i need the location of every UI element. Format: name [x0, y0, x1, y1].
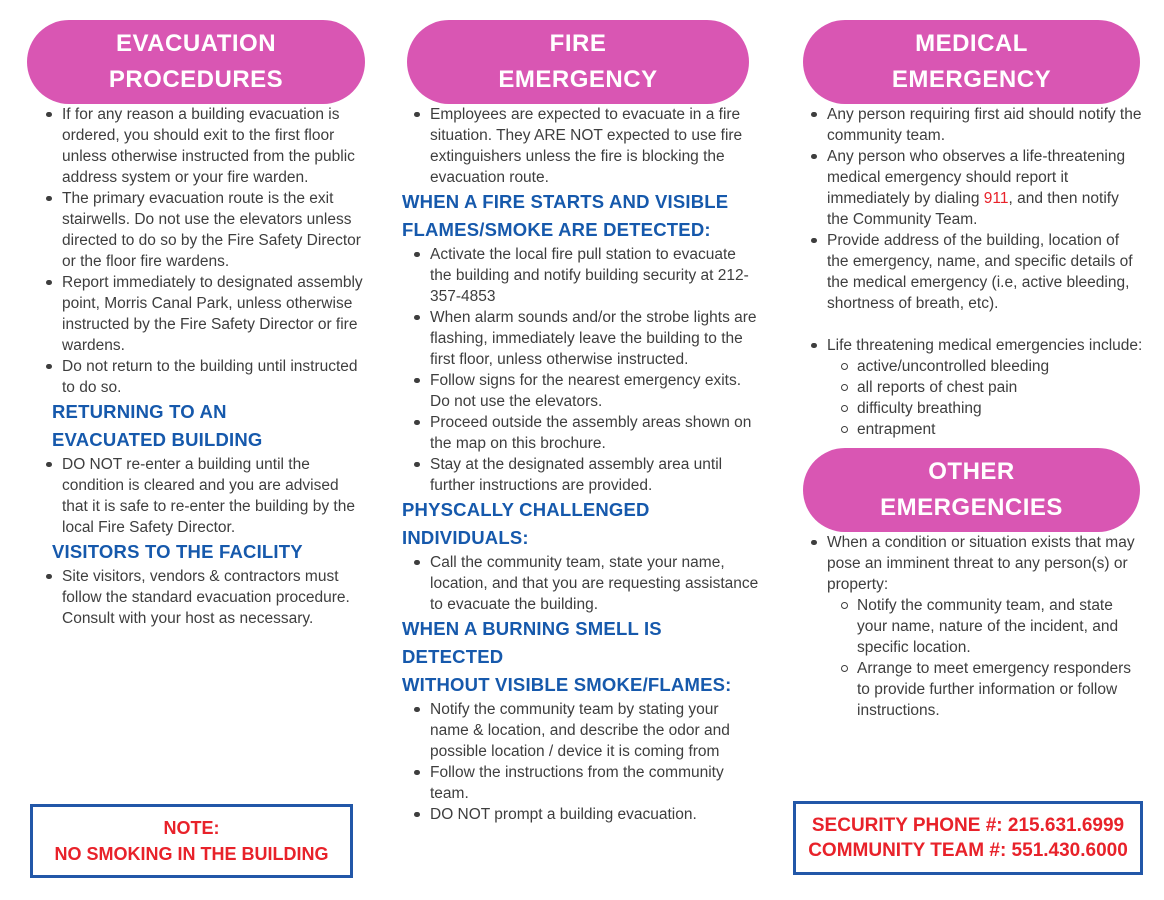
- column-evacuation-procedures: [27, 0, 365, 900]
- bullet-text: When a condition or situation exists that may pose an imminent threat to any person(s) or property:: [827, 534, 1135, 593]
- bullet-item: [827, 104, 1143, 146]
- bullet-item: [827, 532, 1143, 721]
- pill-header-fire-emergency: [407, 20, 749, 104]
- sub-bullet-text: entrapment: [857, 421, 936, 438]
- emergency-number-911: 911: [983, 190, 1009, 207]
- bullet-item: [62, 104, 365, 188]
- pill-title-line: EVACUATION: [115, 30, 277, 57]
- bullet-text: Life threatening medical emergencies include:: [827, 337, 1143, 354]
- bullet-text: Site visitors, vendors & contractors must follow the standard evacuation procedure. Consult with your host as necessary.: [62, 568, 350, 627]
- pill-title-line: FIRE: [549, 30, 607, 57]
- bullet-item: [62, 356, 365, 398]
- heading-line: WITHOUT VISIBLE SMOKE/FLAMES:: [402, 674, 732, 695]
- medical-bullet-list: [795, 104, 1143, 440]
- pill-header-other-emergencies: [803, 448, 1140, 532]
- sub-bullet-text: difficulty breathing: [857, 400, 982, 417]
- bullet-item: [430, 104, 760, 188]
- note-text: NO SMOKING IN THE BUILDING: [54, 844, 329, 864]
- sub-bullet-item: [857, 419, 1143, 440]
- heading-line: INDIVIDUALS:: [402, 527, 529, 548]
- bullet-text-pre: Any person who observes a life-threatening medical emergency should report it immediately by dialing: [827, 148, 1126, 207]
- other-emergencies-bullet-list: [795, 532, 1143, 721]
- emergency-phone-numbers-box: [793, 801, 1143, 875]
- heading-line: PHYSCALLY CHALLENGED: [402, 499, 650, 520]
- heading-line: VISITORS TO THE FACILITY: [52, 541, 303, 562]
- pill-title-line: EMERGENCIES: [880, 494, 1063, 521]
- heading-visitors-to-facility: [27, 538, 365, 566]
- bullet-text: Employees are expected to evacuate in a fire situation. They ARE NOT expected to use fire extinguishers unless the fire is blocking the evacuation route.: [430, 106, 743, 186]
- heading-burning-smell: [400, 615, 760, 699]
- pill-title-line: PROCEDURES: [108, 66, 284, 93]
- security-phone-number: SECURITY PHONE #: 215.631.6999: [811, 815, 1125, 836]
- bullet-item: [827, 335, 1143, 440]
- bullet-text: Follow signs for the nearest emergency exits. Do not use the elevators.: [430, 372, 741, 410]
- community-team-number: COMMUNITY TEAM #: 551.430.6000: [808, 840, 1128, 861]
- sub-bullet-text: Notify the community team, and state your name, nature of the incident, and specific location.: [857, 597, 1119, 656]
- bullet-item: [430, 244, 760, 307]
- bullet-text: The primary evacuation route is the exit stairwells. Do not use the elevators unless directed to do so by the Fire Safety Director or the floor fire wardens.: [62, 190, 361, 270]
- heading-line: WHEN A FIRE STARTS AND VISIBLE: [402, 191, 729, 212]
- bullet-item: [430, 804, 760, 825]
- burning-smell-bullet-list: [400, 699, 760, 825]
- bullet-text: Notify the community team by stating your name & location, and describe the odor and possible location / device it is coming from: [430, 701, 730, 760]
- heading-line: RETURNING TO AN: [52, 401, 227, 422]
- note-title: NOTE:: [163, 818, 220, 838]
- fire-intro-bullet-list: [400, 104, 760, 188]
- bullet-item: [62, 454, 365, 538]
- evacuation-bullet-list: [27, 104, 365, 398]
- bullet-text: When alarm sounds and/or the strobe lights are flashing, immediately leave the building to the first floor, unless otherwise instructed.: [430, 309, 757, 368]
- no-smoking-note-box: [30, 804, 353, 878]
- pill-title-line: EMERGENCY: [498, 66, 658, 93]
- bullet-item: [62, 566, 365, 629]
- bullet-text: DO NOT prompt a building evacuation.: [430, 806, 697, 823]
- pill-title-line: EMERGENCY: [891, 66, 1052, 93]
- pill-title-line: MEDICAL: [915, 30, 1028, 57]
- bullet-text: Provide address of the building, location of the emergency, name, and specific details of the medical emergency (i.e, active bleeding, shortness of breath, etc).: [827, 232, 1133, 312]
- bullet-text: Proceed outside the assembly areas shown on the map on this brochure.: [430, 414, 752, 452]
- bullet-item: [827, 230, 1143, 314]
- sub-bullet-item: [857, 398, 1143, 419]
- bullet-item: [430, 370, 760, 412]
- heading-line: FLAMES/SMOKE ARE DETECTED:: [402, 219, 711, 240]
- bullet-text: Call the community team, state your name, location, and that you are requesting assistance to evacuate the building.: [430, 554, 759, 613]
- sub-bullet-text: Arrange to meet emergency responders to provide further information or follow instructions.: [857, 660, 1131, 719]
- pill-header-evacuation-procedures: [27, 20, 365, 104]
- bullet-text: Do not return to the building until instructed to do so.: [62, 358, 358, 396]
- bullet-text: Follow the instructions from the community team.: [430, 764, 724, 802]
- sub-bullet-item: [857, 595, 1143, 658]
- bullet-text: Report immediately to designated assembly point, Morris Canal Park, unless otherwise instructed by the Fire Safety Director or fire wardens.: [62, 274, 363, 354]
- bullet-text: DO NOT re-enter a building until the condition is cleared and you are advised that it is safe to re-enter the building by the local Fire Safety Director.: [62, 456, 355, 536]
- bullet-item: [430, 699, 760, 762]
- bullet-text-post: , and then notify the Community Team.: [827, 190, 1119, 228]
- sub-bullet-item: [857, 377, 1143, 398]
- sub-bullet-text: all reports of chest pain: [857, 379, 1018, 396]
- bullet-text: Stay at the designated assembly area until further instructions are provided.: [430, 456, 723, 494]
- bullet-item: [430, 762, 760, 804]
- bullet-item: [430, 307, 760, 370]
- sub-bullet-item: [857, 658, 1143, 721]
- other-sub-bullet-list: [827, 595, 1143, 721]
- pill-title-line: OTHER: [928, 458, 1015, 485]
- heading-line: WHEN A BURNING SMELL IS DETECTED: [402, 618, 662, 667]
- bullet-item: [62, 188, 365, 272]
- column-fire-emergency: [400, 0, 760, 900]
- bullet-item: [827, 146, 1143, 230]
- heading-physically-challenged: [400, 496, 760, 552]
- bullet-text: If for any reason a building evacuation is ordered, you should exit to the first floor unless otherwise instructed from the public address system or your fire warden.: [62, 106, 355, 186]
- bullet-text: Any person requiring first aid should notify the community team.: [827, 106, 1142, 144]
- bullet-item: [430, 454, 760, 496]
- pill-header-medical-emergency: [803, 20, 1140, 104]
- heading-returning-to-evacuated-building: [27, 398, 365, 454]
- visitors-bullet-list: [27, 566, 365, 629]
- medical-sub-bullet-list: [827, 356, 1143, 440]
- column-medical-other-emergencies: [795, 0, 1143, 900]
- heading-fire-starts-visible-flames: [400, 188, 760, 244]
- heading-line: EVACUATED BUILDING: [52, 429, 263, 450]
- sub-bullet-text: active/uncontrolled bleeding: [857, 358, 1050, 375]
- returning-bullet-list: [27, 454, 365, 538]
- bullet-item: [430, 412, 760, 454]
- fire-starts-bullet-list: [400, 244, 760, 496]
- sub-bullet-item: [857, 356, 1143, 377]
- bullet-item: [430, 552, 760, 615]
- physically-challenged-bullet-list: [400, 552, 760, 615]
- bullet-item: [62, 272, 365, 356]
- bullet-text: Activate the local fire pull station to evacuate the building and notify building security at 212-357-4853: [430, 246, 749, 305]
